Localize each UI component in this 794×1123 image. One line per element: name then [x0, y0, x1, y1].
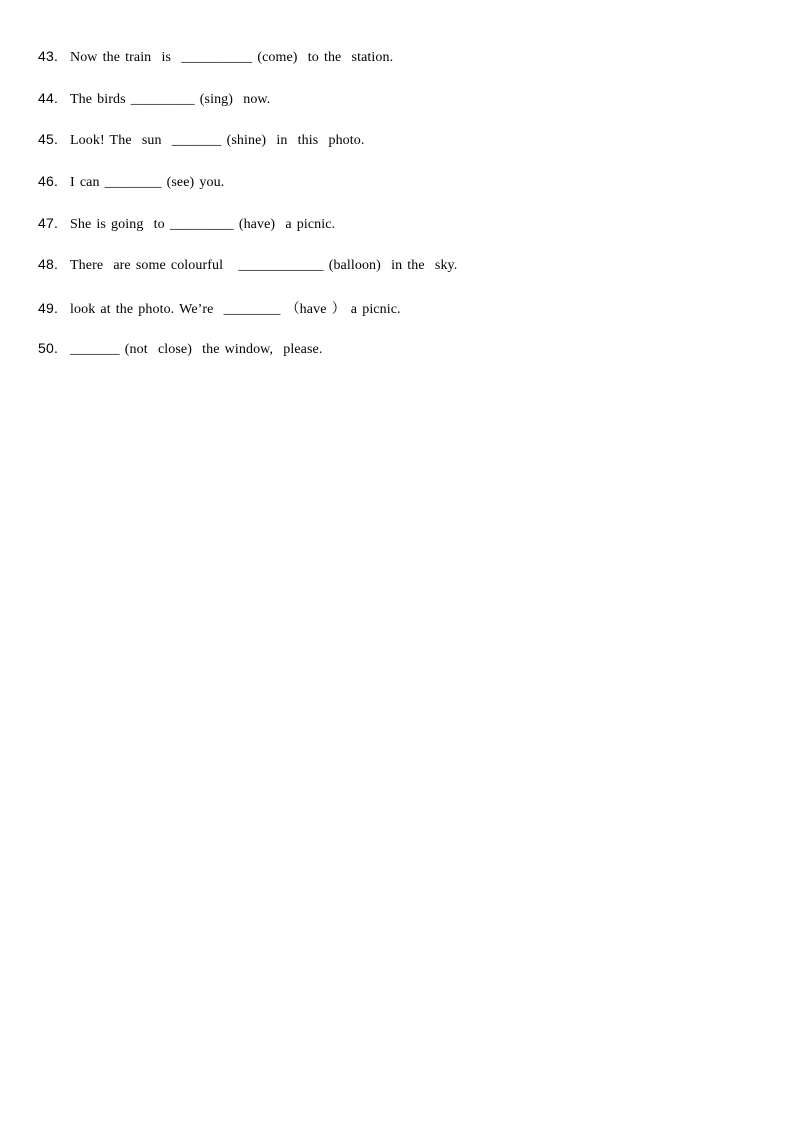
question-list — [38, 48, 758, 382]
question-item — [38, 298, 758, 340]
question-text: look at the photo. We’re ________ （have ） a picnic. — [70, 302, 401, 318]
question-text: The birds _________ (sing) now. — [70, 91, 271, 107]
question-number: 44. — [38, 89, 59, 106]
question-item — [38, 48, 758, 90]
question-number: 45. — [38, 131, 59, 148]
question-item — [38, 256, 758, 298]
question-text: There are some colourful ____________ (balloon) in the sky. — [70, 258, 458, 274]
question-text: _______ (not close) the window, please. — [70, 341, 323, 357]
question-number: 48. — [38, 256, 59, 273]
question-number: 46. — [38, 173, 59, 190]
question-item — [38, 340, 758, 382]
question-number: 47. — [38, 214, 59, 231]
question-item — [38, 215, 758, 257]
question-text: Look! The sun _______ (shine) in this photo. — [70, 133, 365, 149]
question-item — [38, 90, 758, 132]
question-number: 43. — [38, 48, 59, 64]
question-number: 50. — [38, 339, 59, 356]
question-text: I can ________ (see) you. — [70, 175, 225, 191]
question-text: Now the train is __________ (come) to the station. — [70, 50, 394, 65]
question-item — [38, 131, 758, 173]
question-item — [38, 173, 758, 215]
question-number: 49. — [38, 300, 59, 317]
question-text: She is going to _________ (have) a picnic. — [70, 216, 336, 232]
